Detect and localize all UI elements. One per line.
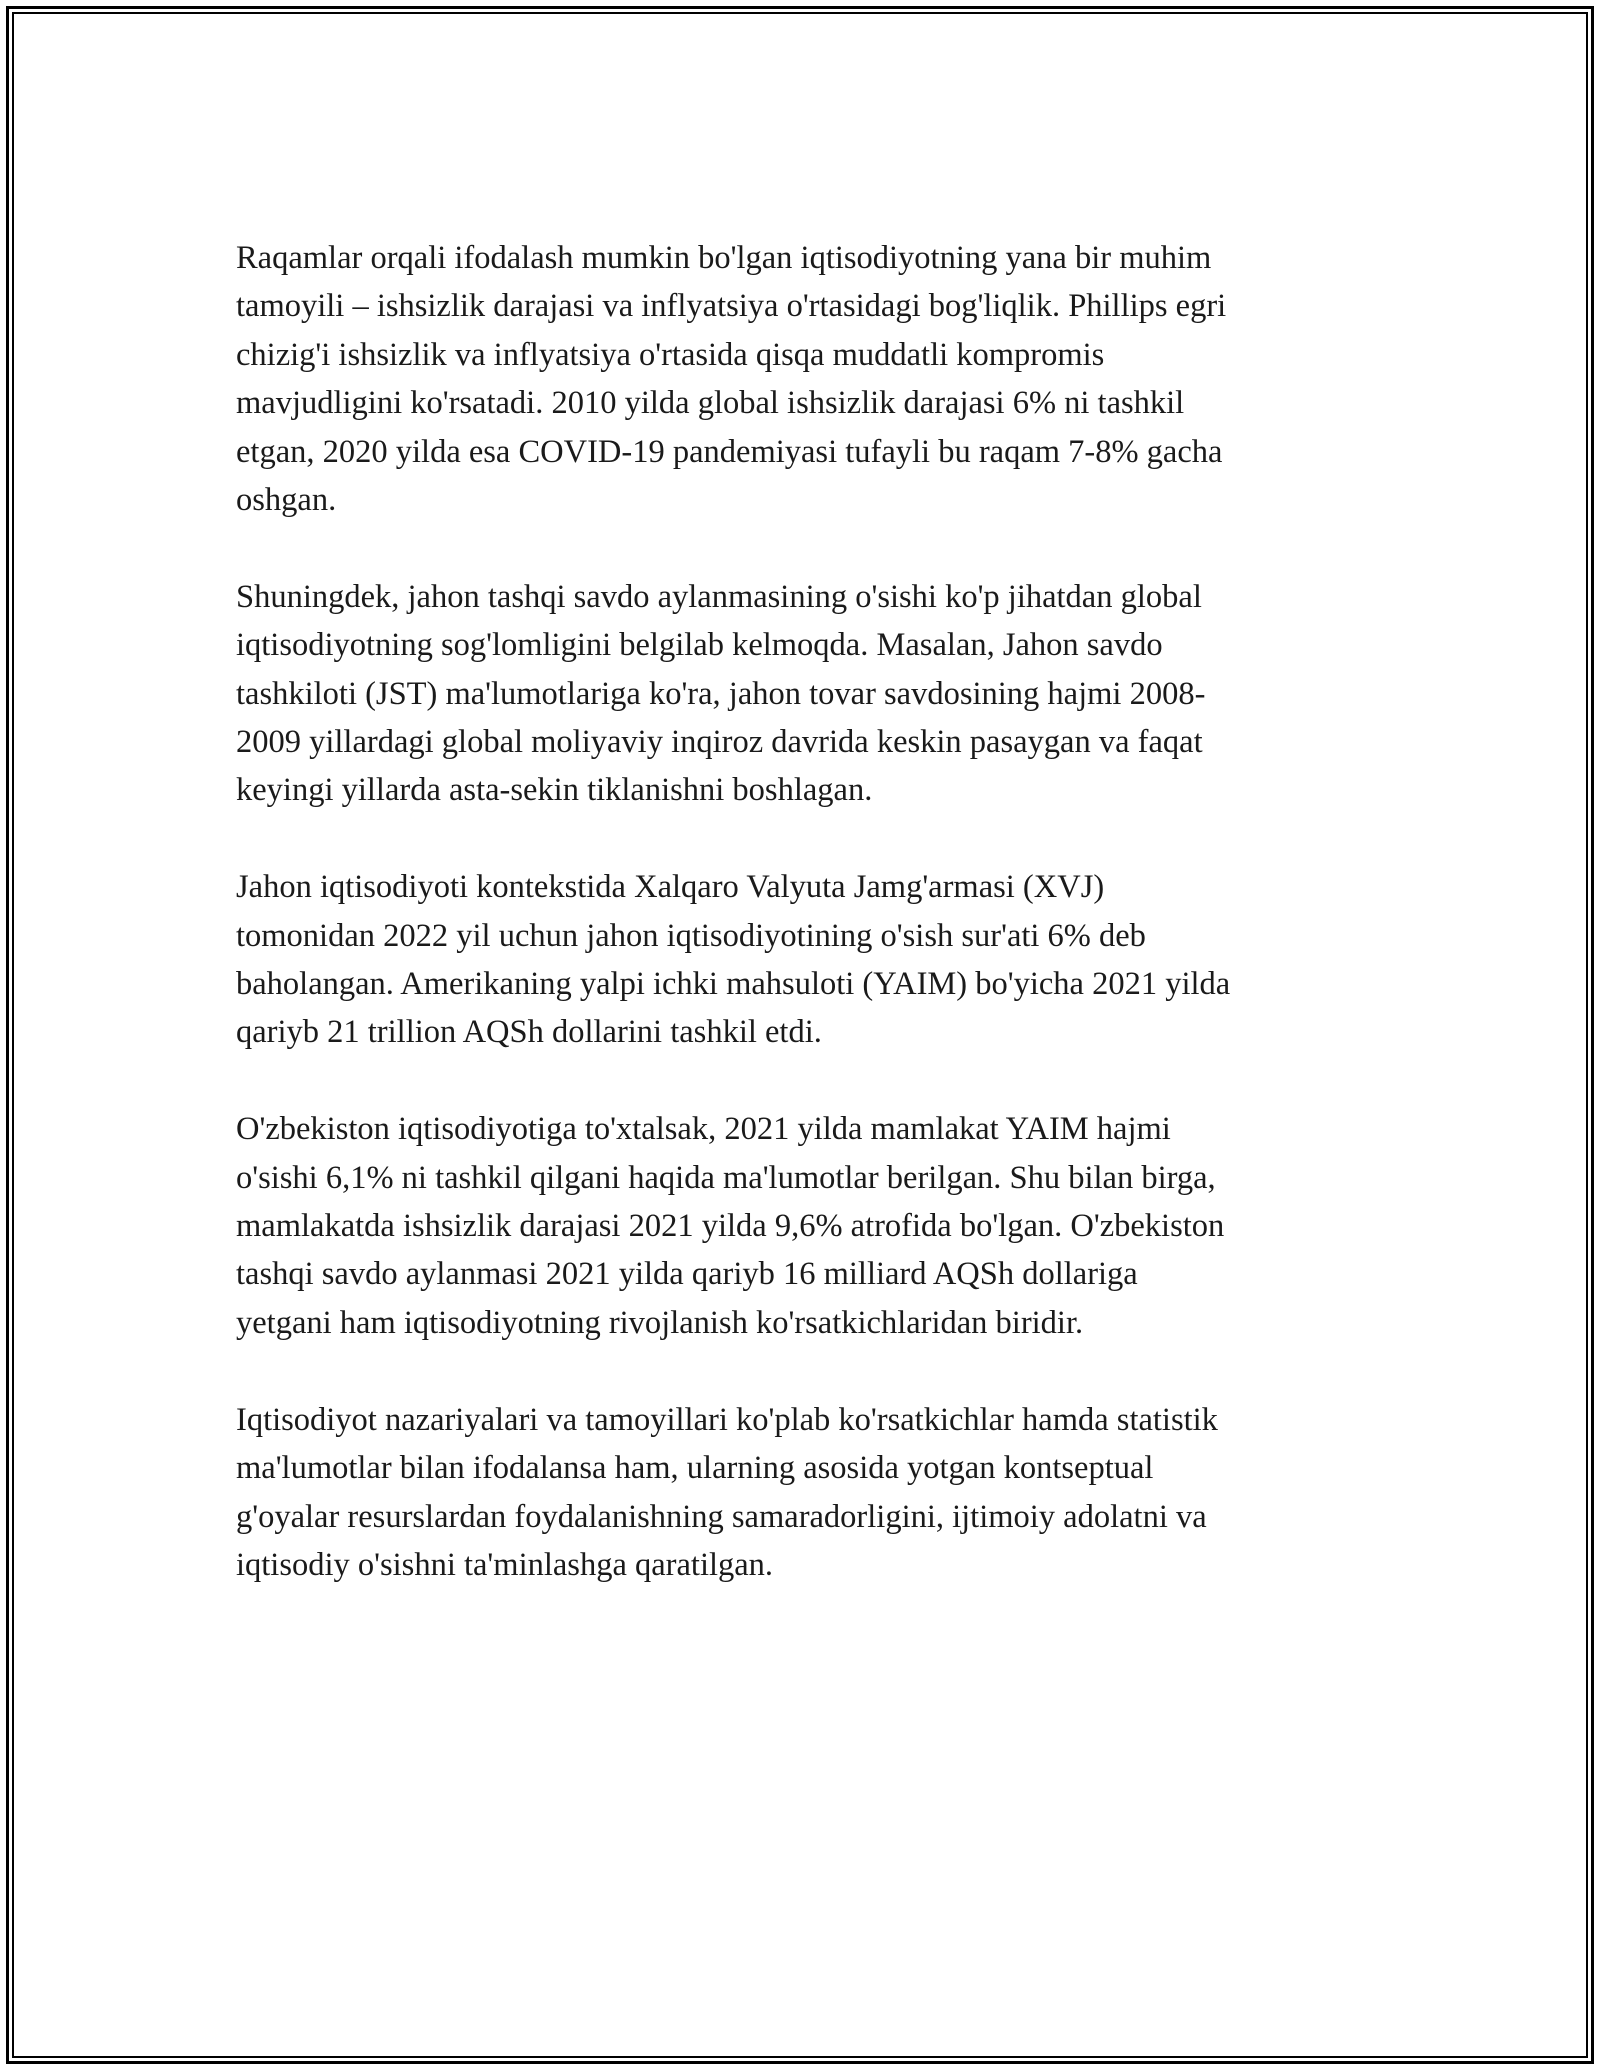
document-body: [236, 234, 1376, 1638]
paragraph-uzbekistan-economy: O'zbekiston iqtisodiyotiga to'xtalsak, 2021 yilda mamlakat YAIM hajmi o'sishi 6,1% ni tashkil qilgani haqida ma'lumotlar berilgan. Shu bilan birga, mamlakatda ishsizlik darajasi 2021 yilda 9,6% atrofida bo'lgan. O'zbekiston tashqi savdo aylanmasi 2021 yilda qariyb 16 milliard AQSh dollariga yetgani ham iqtisodiyotning rivojlanish ko'rsatkichlaridan biridir.: [236, 1111, 1225, 1341]
paragraph-imf-growth: Jahon iqtisodiyoti kontekstida Xalqaro Valyuta Jamg'armasi (XVJ) tomonidan 2022 yil uchun jahon iqtisodiyotining o'sish sur'ati 6% deb baholangan. Amerikaning yalpi ichki mahsuloti (YAIM) bo'yicha 2021 yilda qariyb 21 trillion AQSh dollarini tashkil etdi.: [236, 869, 1231, 1051]
paragraph-world-trade: Shuningdek, jahon tashqi savdo aylanmasining o'sishi ko'p jihatdan global iqtisodiyotning sog'lomligini belgilab kelmoqda. Masalan, Jahon savdo tashkiloti (JST) ma'lumotlariga ko'ra, jahon tovar savdosining hajmi 2008- 2009 yillardagi global moliyaviy inqiroz davrida keskin pasaygan va faqat keyingi yillarda asta-sekin tiklanishni boshlagan.: [236, 578, 1206, 809]
paragraph-phillips-curve: Raqamlar orqali ifodalash mumkin bo'lgan iqtisodiyotning yana bir muhim tamoyili – ishsizlik darajasi va inflyatsiya o'rtasidagi bog'liqlik. Phillips egri chizig'i ishsizlik va inflyatsiya o'rtasida qisqa muddatli kompromis mavjudligini ko'rsatadi. 2010 yilda global ishsizlik darajasi 6% ni tashkil etgan, 2020 yilda esa COVID-19 pandemiyasi tufayli bu raqam 7-8% gacha oshgan.: [236, 240, 1227, 519]
paragraph-conclusion: Iqtisodiyot nazariyalari va tamoyillari ko'plab ko'rsatkichlar hamda statistik ma'lumotlar bilan ifodalansa ham, ularning asosida yotgan kontseptual g'oyalar resurslardan foydalanishning samaradorligini, ijtimoiy adolatni va iqtisodiy o'sishni ta'minlashga qaratilgan.: [236, 1401, 1218, 1583]
